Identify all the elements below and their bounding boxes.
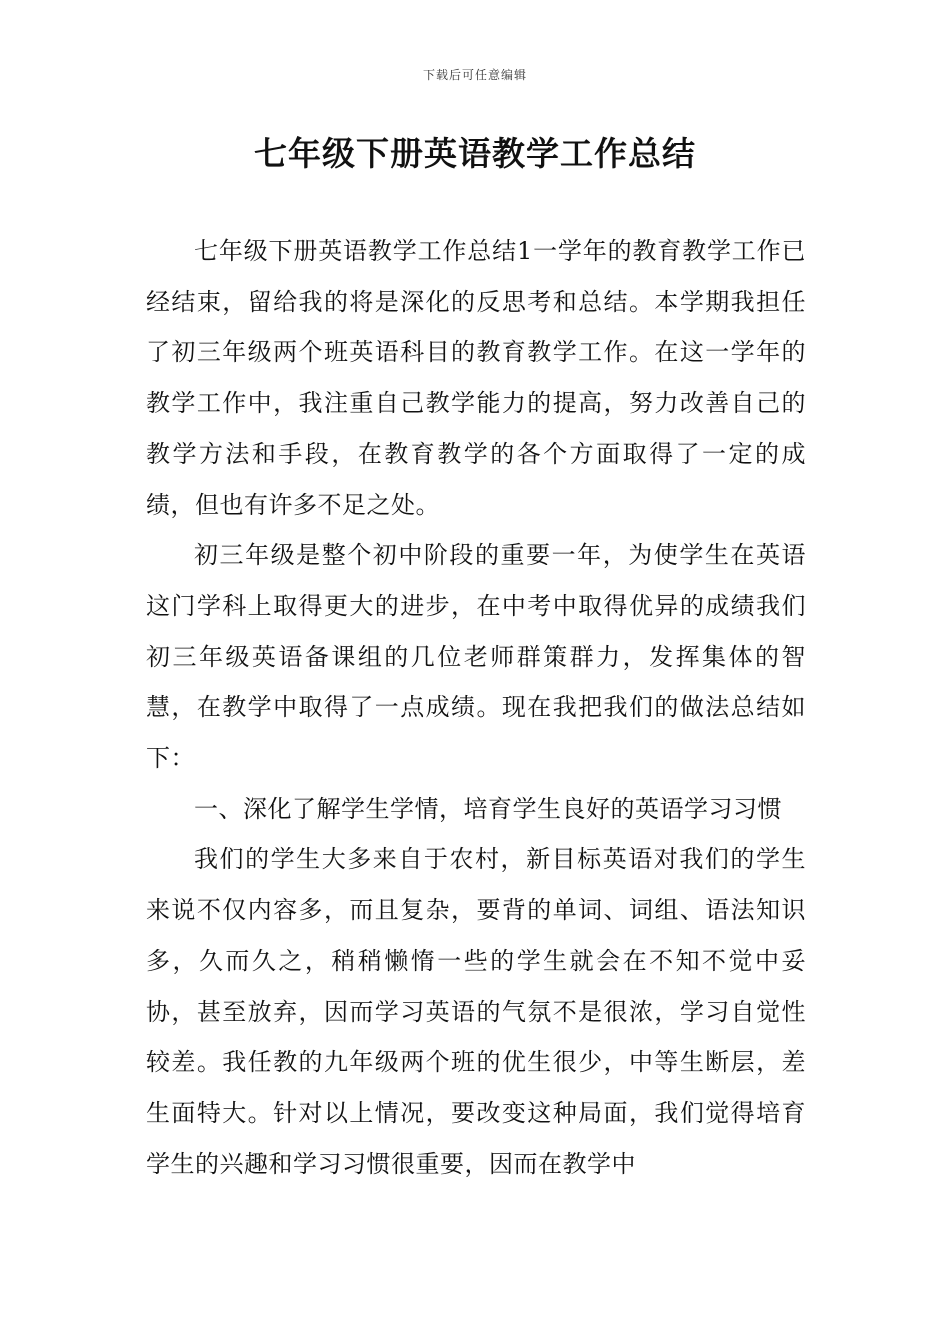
section-heading-1: 一、深化了解学生学情，培育学生良好的英语学习习惯 xyxy=(194,794,782,823)
document-body xyxy=(146,226,806,1189)
page-title: 七年级下册英语教学工作总结 xyxy=(254,134,696,173)
header-note: 下载后可任意编辑 xyxy=(422,68,527,82)
paragraph-intro: 七年级下册英语教学工作总结1一学年的教育教学工作已经结束，留给我的将是深化的反思考和总结。本学期我担任了初三年级两个班英语科目的教育教学工作。在这一学年的教学工作中，我注重自己教学能力的提高，努力改善自己的教学方法和手段，在教育教学的各个方面取得了一定的成绩，但也有许多不足之处。 xyxy=(146,237,806,519)
paragraph-grade-overview: 初三年级是整个初中阶段的重要一年，为使学生在英语这门学科上取得更大的进步，在中考中取得优异的成绩我们初三年级英语备课组的几位老师群策群力，发挥集体的智慧，在教学中取得了一点成绩。现在我把我们的做法总结如下： xyxy=(146,541,806,773)
paragraph-student-situation: 我们的学生大多来自于农村，新目标英语对我们的学生来说不仅内容多，而且复杂，要背的单词、词组、语法知识多，久而久之，稍稍懒惰一些的学生就会在不知不觉中妥协，甚至放弃，因而学习英语的气氛不是很浓，学习自觉性较差。我任教的九年级两个班的优生很少，中等生断层，差生面特大。针对以上情况，要改变这种局面，我们觉得培育学生的兴趣和学习习惯很重要，因而在教学中 xyxy=(146,845,806,1178)
